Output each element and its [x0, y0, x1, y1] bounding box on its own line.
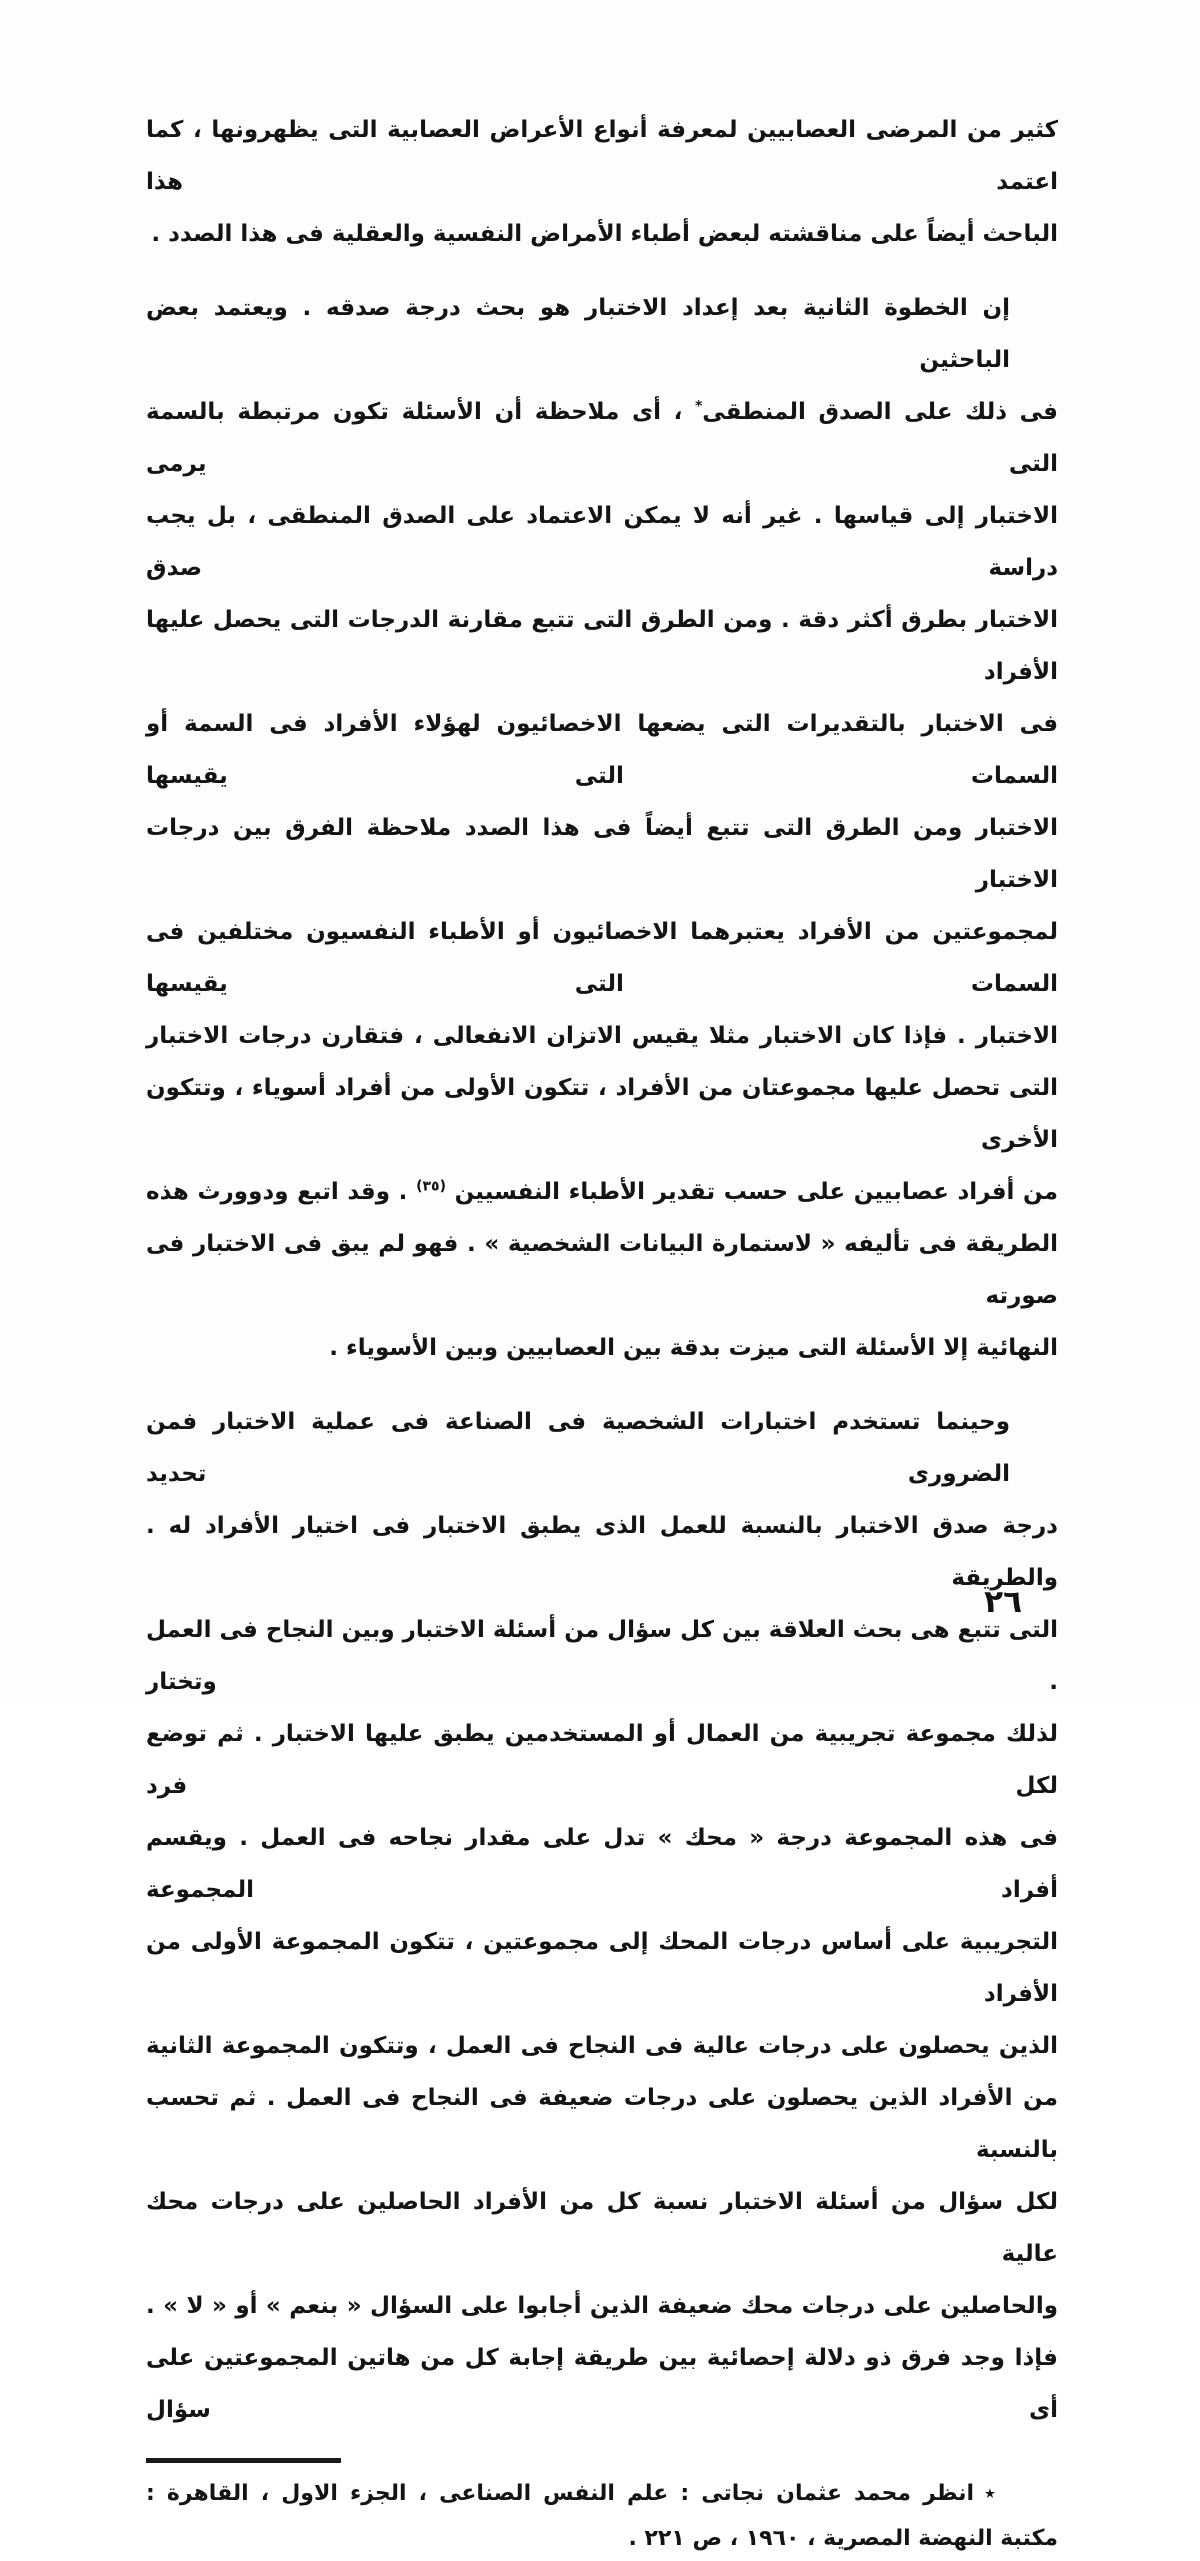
text-line: لذلك مجموعة تجريبية من العمال أو المستخدمين يطبق عليها الاختبار . ثم توضع لكل فرد: [146, 1721, 1058, 1799]
reference-35-marker: (٣٥): [416, 1178, 446, 1195]
text-line: الاختبار ومن الطرق التى تتبع أيضاً فى هذا الصدد ملاحظة الفرق بين درجات الاختبار: [146, 815, 1058, 893]
text-segment: من أفراد عصابيين على حسب تقدير الأطباء النفسيين: [445, 1179, 1058, 1205]
footnote-asterisk-marker: *: [694, 398, 703, 415]
text-line: والحاصلين على درجات محك ضعيفة الذين أجابوا على السؤال « بنعم » أو « لا » .: [146, 2293, 1058, 2319]
text-line: الباحث أيضاً على مناقشته لبعض أطباء الأمراض النفسية والعقلية فى هذا الصدد .: [151, 221, 1058, 247]
text-line: من الأفراد الذين يحصلون على درجات ضعيفة فى النجاح فى العمل . ثم تحسب بالنسبة: [146, 2085, 1058, 2163]
text-segment: . وقد اتبع ودوورث هذه: [146, 1179, 417, 1205]
paragraph-2: [146, 282, 1058, 1374]
text-line: التى تتبع هى بحث العلاقة بين كل سؤال من أسئلة الاختبار وبين النجاح فى العمل . وتختار: [146, 1617, 1058, 1695]
text-line: التى تحصل عليها مجموعتان من الأفراد ، تتكون الأولى من أفراد أسوياء ، وتتكون الأخرى: [146, 1075, 1058, 1153]
footnote: [146, 2471, 1058, 2561]
text-line: إن الخطوة الثانية بعد إعداد الاختبار هو بحث درجة صدقه . ويعتمد بعض الباحثين: [146, 295, 1010, 373]
text-line: الاختبار بطرق أكثر دقة . ومن الطرق التى تتبع مقارنة الدرجات التى يحصل عليها الأفراد: [146, 607, 1058, 685]
text-line: فى هذه المجموعة درجة « محك » تدل على مقدار نجاحه فى العمل . ويقسم أفراد المجموعة: [146, 1825, 1058, 1903]
text-segment: ، أى ملاحظة أن الأسئلة تكون مرتبطة بالسمة التى يرمى: [146, 399, 1058, 477]
text-line: درجة صدق الاختبار بالنسبة للعمل الذى يطبق الاختبار فى اختيار الأفراد له . والطريقة: [146, 1513, 1058, 1591]
text-line: [146, 386, 1058, 490]
footnote-separator: [146, 2458, 341, 2463]
text-line: الاختبار إلى قياسها . غير أنه لا يمكن الاعتماد على الصدق المنطقى ، بل يجب دراسة صدق: [146, 503, 1058, 581]
text-line: وحينما تستخدم اختبارات الشخصية فى الصناعة فى عملية الاختبار فمن الضرورى تحديد: [146, 1409, 1010, 1487]
text-line: كثير من المرضى العصابيين لمعرفة أنواع الأعراض العصابية التى يظهرونها ، كما اعتمد هذا: [146, 117, 1058, 195]
text-line: النهائية إلا الأسئلة التى ميزت بدقة بين العصابيين وبين الأسوياء .: [329, 1335, 1058, 1361]
text-line: لمجموعتين من الأفراد يعتبرهما الاخصائيون أو الأطباء النفسيون مختلفين فى السمات التى يقيسها: [146, 919, 1058, 997]
text-line: [146, 1166, 1058, 1218]
footnote-line: مكتبة النهضة المصرية ، ١٩٦٠ ، ص ٢٢١ .: [628, 2526, 1058, 2551]
text-line: فإذا وجد فرق ذو دلالة إحصائية بين طريقة إجابة كل من هاتين المجموعتين على أى سؤال: [146, 2345, 1058, 2423]
footnote-star-marker: ٭: [984, 2481, 996, 2506]
text-line: التجريبية على أساس درجات المحك إلى مجموعتين ، تتكون المجموعة الأولى من الأفراد: [146, 1929, 1058, 2007]
paragraph-1: [146, 104, 1058, 260]
text-segment: فى ذلك على الصدق المنطقى: [702, 399, 1058, 425]
text-line: لكل سؤال من أسئلة الاختبار نسبة كل من الأفراد الحاصلين على درجات محك عالية: [146, 2189, 1058, 2267]
text-line: فى الاختبار بالتقديرات التى يضعها الاخصائيون لهؤلاء الأفراد فى السمة أو السمات التى يقيسها: [146, 711, 1058, 789]
paragraph-3: [146, 1396, 1058, 2436]
page-number: ٢٦: [984, 1584, 1022, 1620]
footnote-text: انظر محمد عثمان نجاتى : علم النفس الصناعى ، الجزء الاول ، القاهرة :: [146, 2481, 974, 2506]
text-line: الذين يحصلون على درجات عالية فى النجاح فى العمل ، وتتكون المجموعة الثانية: [146, 2033, 1058, 2059]
text-block: [146, 104, 1058, 2561]
text-line: الطريقة فى تأليفه « لاستمارة البيانات الشخصية » . فهو لم يبق فى الاختبار فى صورته: [146, 1231, 1058, 1309]
text-line: الاختبار . فإذا كان الاختبار مثلا يقيس الاتزان الانفعالى ، فتقارن درجات الاختبار: [146, 1023, 1058, 1049]
footnote-line: [146, 2471, 1058, 2516]
